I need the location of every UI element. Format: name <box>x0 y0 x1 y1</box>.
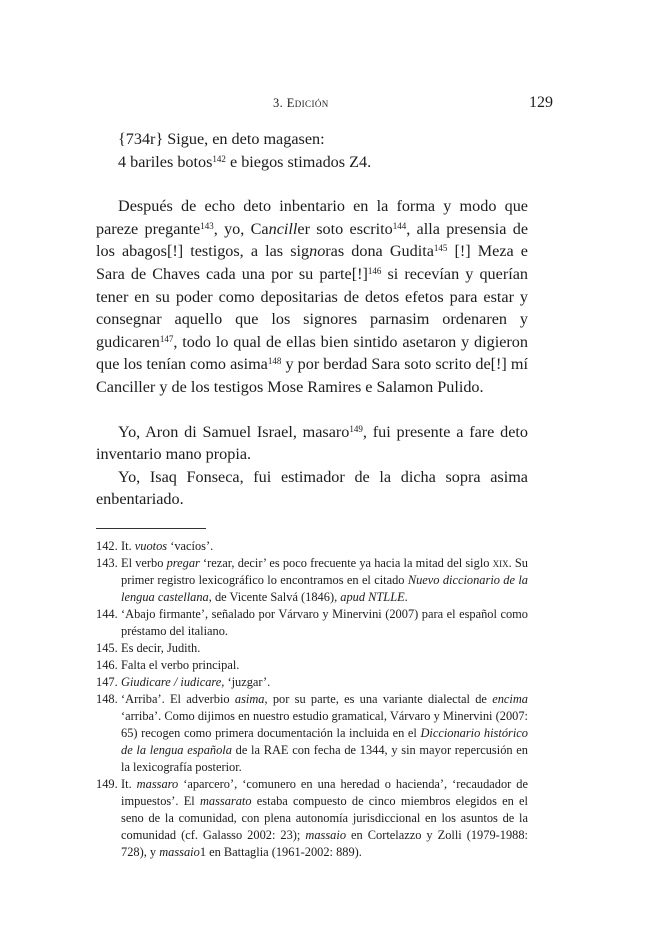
footnote-ref-149[interactable]: 149 <box>349 423 363 434</box>
footnote-145: 145. Es decir, Judith. <box>96 641 201 655</box>
footnote-143: 143. El verbo pregar ‘rezar, decir’ es poco frecuente ya hacia la mitad del siglo xix. Su primer registro lexicográfico lo encontramos en el citado Nuevo diccionario de la lengua castellana, de Vicente Salvá (1846), apud NTLLE. <box>96 556 529 604</box>
footnote-149: 149. It. massaro ‘aparcero’, ‘comunero en una heredad o hacienda’, ‘recaudador de impuestos’. El massarato estaba compuesto de cinco miembros elegidos en el seno de la comunidad, con plena autonomía jurisdiccional en los asuntos de la comunidad (cf. Galasso 2002: 23); massaio en Cortelazzo y Zolli (1979-1988: 728), y massaio1 en Battaglia (1961-2002: 889). <box>96 777 529 859</box>
inventory-line-1: {734r} Sigue, en deto magasen: <box>118 130 325 148</box>
footnote-ref-146[interactable]: 146 <box>367 265 382 276</box>
footnote-147: 147. Giudicare / iudicare, ‘juzgar’. <box>96 675 271 689</box>
footnote-146: 146. Falta el verbo principal. <box>96 658 240 672</box>
footnote-ref-142[interactable]: 142 <box>212 153 226 164</box>
main-text <box>96 128 528 511</box>
section-title: 3. Edición <box>273 96 329 110</box>
footnote-142: 142. It. vuotos ‘vacíos’. <box>96 539 214 553</box>
footnote-ref-144[interactable]: 144 <box>392 220 407 231</box>
footnote-ref-147[interactable]: 147 <box>159 333 174 344</box>
footnote-separator <box>96 528 206 529</box>
page-number: 129 <box>529 94 553 111</box>
paragraph-inventory-deposit: Después de echo deto inbentario en la forma y modo que pareze pregante$^{143}$, yo, Canciller soto escrito$^{144}$, alla presensia de los abagos[!] testigos, a las signoras dona Gudita$^{145}$ [!] Meza e Sara de Chaves cada una por su parte[!]$^{146}$ si recevían y querían tener en su poder como depositarias de detos efetos para estar y consegnar aquello que los signores parnasim ordenaren y gudicaren$^{147}$, todo lo qual de ellas bien sintido asetaron y digieron que los tenían como asima$^{148}$ y por berdad Sara soto scrito de[!] mí Canciller y de los testigos Mose Ramires e Salamon Pulido. <box>96 197 529 396</box>
footnote-144: 144. ‘Abajo firmante’, señalado por Várvaro y Minervini (2007) para el español como préstamo del italiano. <box>96 607 528 638</box>
footnotes <box>96 538 528 861</box>
footnote-ref-143[interactable]: 143 <box>200 220 214 231</box>
paragraph-isaq-signature: Yo, Isaq Fonseca, fui estimador de la dicha sopra asima enbentariado. <box>96 467 528 509</box>
footnote-ref-148[interactable]: 148 <box>267 356 282 367</box>
running-head <box>0 96 650 116</box>
paragraph-aron-signature: Yo, Aron di Samuel Israel, masaro$^{149}$, fui presente a fare deto inventario mano propia. <box>96 422 528 464</box>
footnote-ref-145[interactable]: 145 <box>433 243 448 254</box>
footnote-148: 148. ‘Arriba’. El adverbio asima, por su parte, es una variante dialectal de encima ‘arriba’. Como dijimos en nuestro estudio gramatical, Várvaro y Minervini (2007: 65) recogen como primera documentación la incluida en el Diccionario histórico de la lengua española de la RAE con fecha de 1344, y sin mayor repercusión en la lexicografía posterior. <box>96 692 528 774</box>
inventory-line-2: 4 bariles botos$^{142}$ e biegos stimados Z4. <box>118 152 372 171</box>
